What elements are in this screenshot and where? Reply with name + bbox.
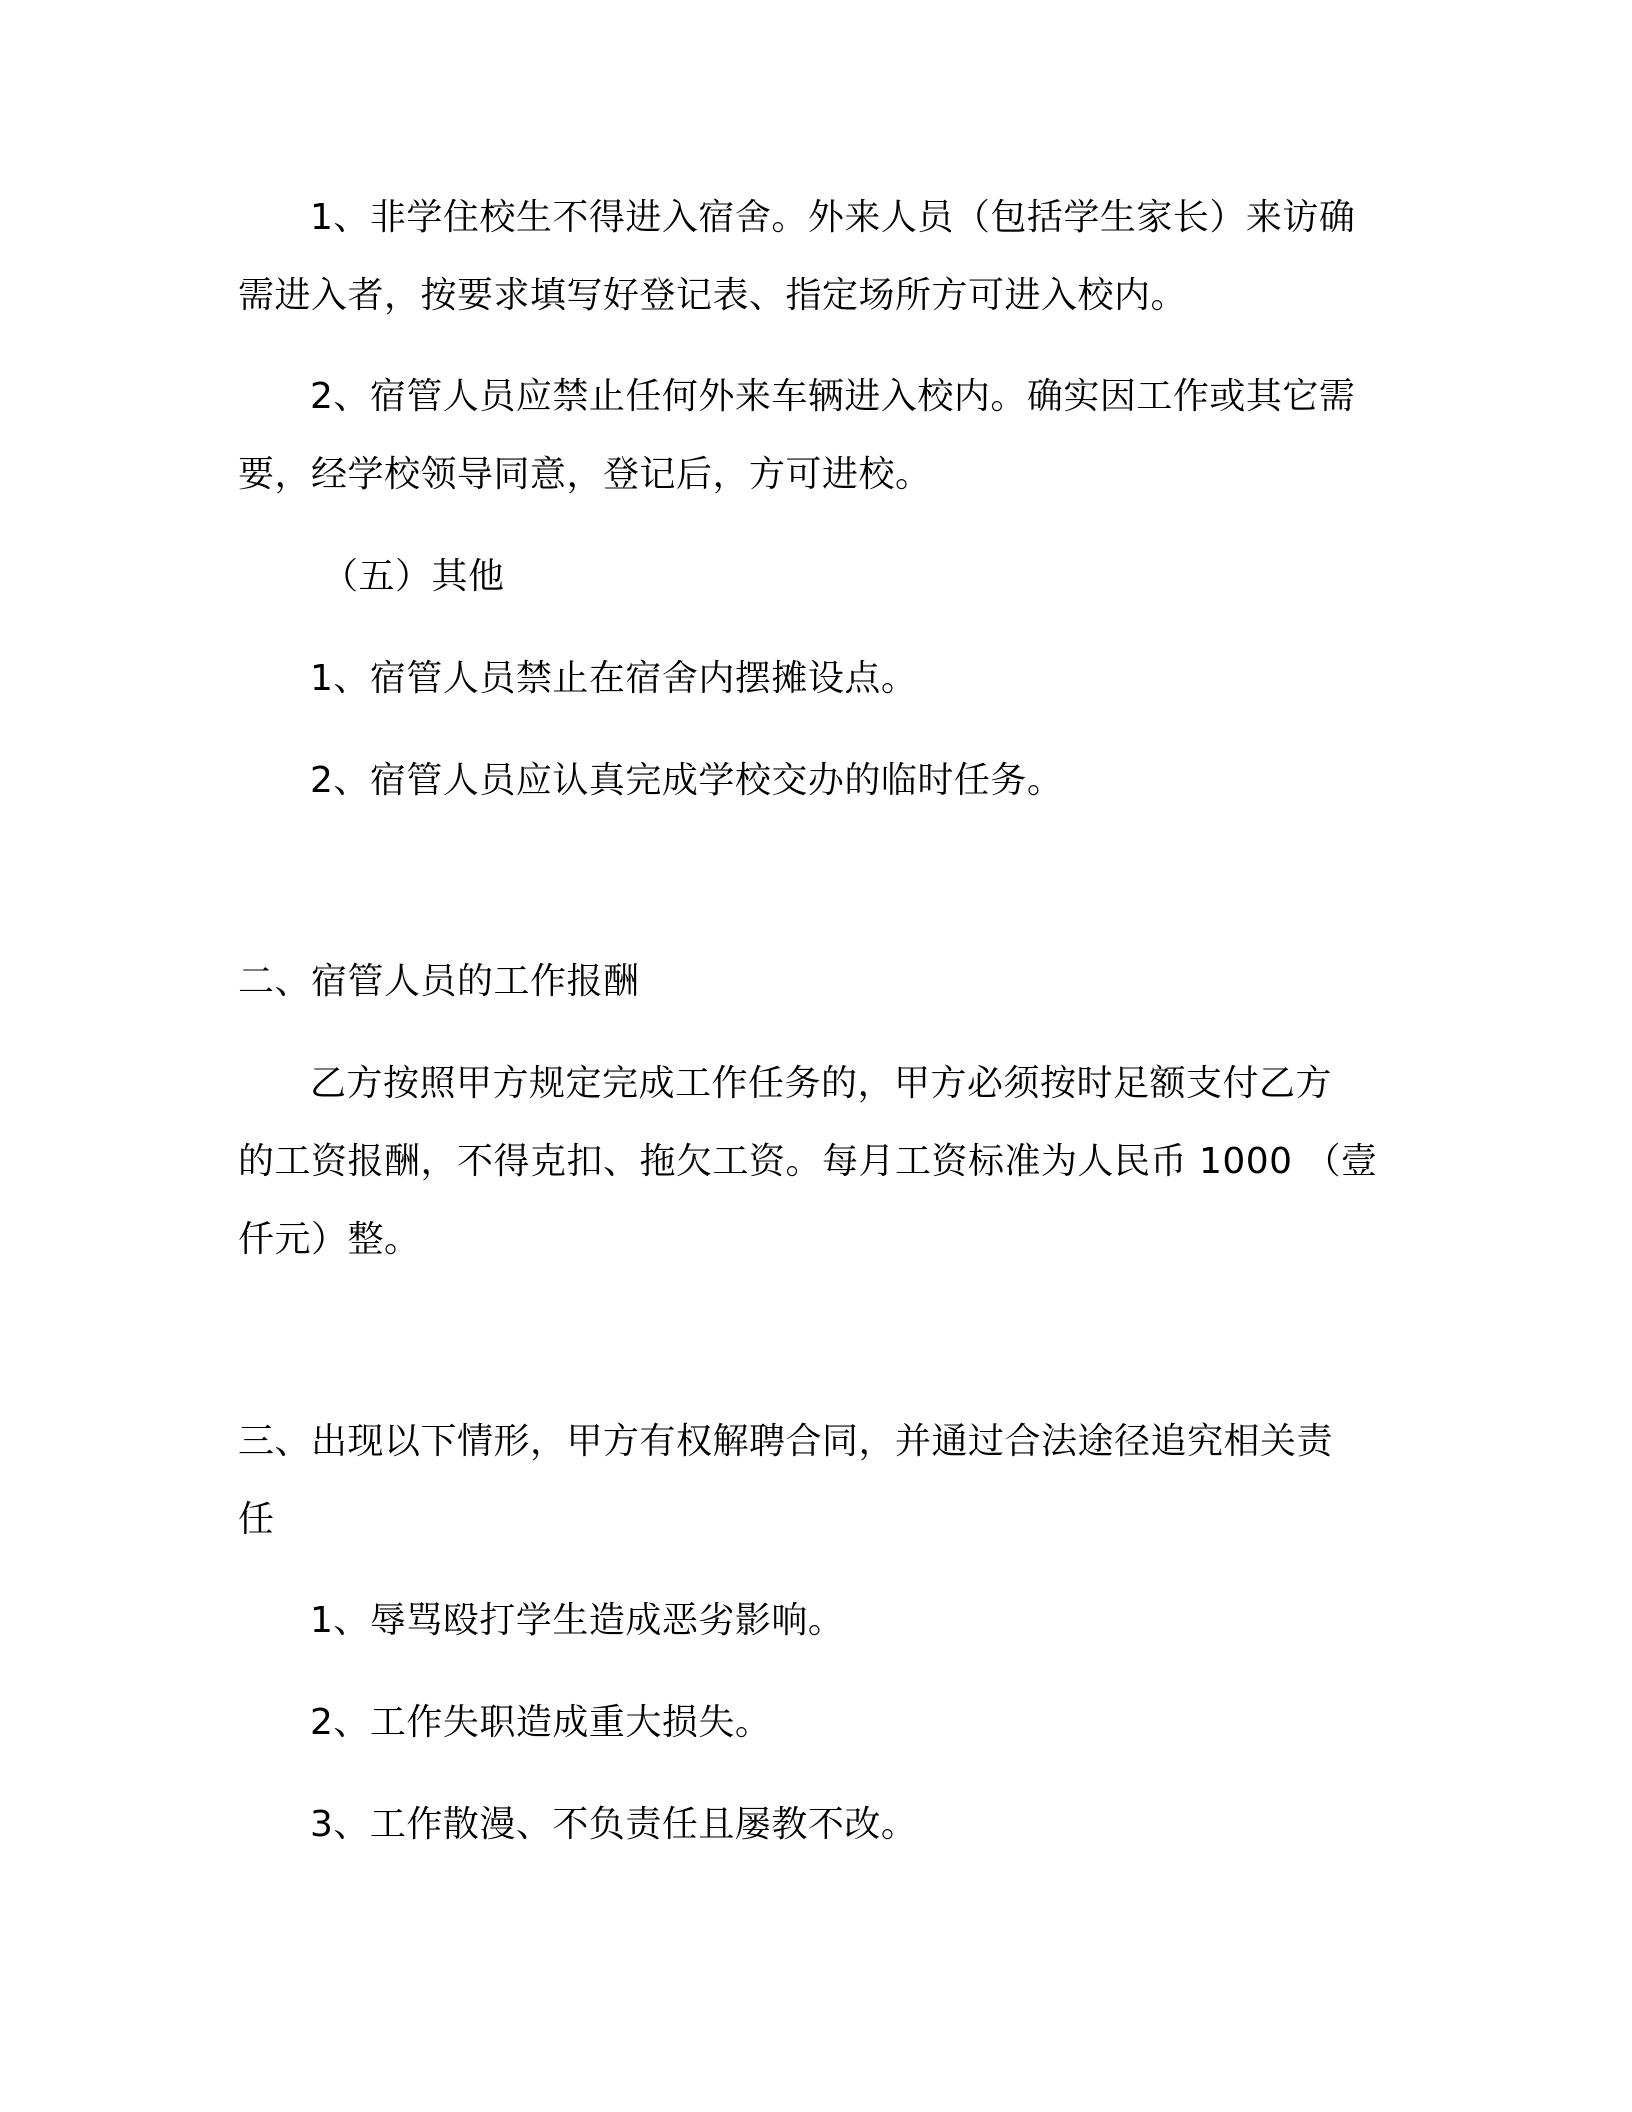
- paragraph-line: 2、宿管人员应认真完成学校交办的临时任务。: [310, 760, 1064, 801]
- paragraph-line: 2、工作失职造成重大损失。: [310, 1702, 772, 1743]
- paragraph-line: 的工资报酬，不得克扣、拖欠工资。每月工资标准为人民币 1000 （壹: [238, 1141, 1378, 1182]
- paragraph-line: 3、工作散漫、不负责任且屡教不改。: [310, 1804, 918, 1845]
- section-heading: 三、出现以下情形，甲方有权解聘合同，并通过合法途径追究相关责: [238, 1421, 1334, 1462]
- paragraph-line: 1、非学住校生不得进入宿舍。外来人员（包括学生家长）来访确: [310, 197, 1356, 238]
- paragraph-line: 仟元）整。: [238, 1219, 421, 1260]
- paragraph-line: 1、宿管人员禁止在宿舍内摆摊设点。: [310, 658, 918, 699]
- subsection-heading: （五）其他: [322, 556, 505, 597]
- paragraph-line: 2、宿管人员应禁止任何外来车辆进入校内。确实因工作或其它需: [310, 376, 1356, 417]
- paragraph-line: 1、辱骂殴打学生造成恶劣影响。: [310, 1600, 845, 1641]
- section-heading-continuation: 任: [238, 1499, 275, 1540]
- section-heading: 二、宿管人员的工作报酬: [238, 961, 640, 1002]
- paragraph-line: 要，经学校领导同意，登记后，方可进校。: [238, 454, 932, 495]
- paragraph-line: 需进入者，按要求填写好登记表、指定场所方可进入校内。: [238, 275, 1188, 316]
- paragraph-line: 乙方按照甲方规定完成工作任务的，甲方必须按时足额支付乙方: [310, 1063, 1333, 1104]
